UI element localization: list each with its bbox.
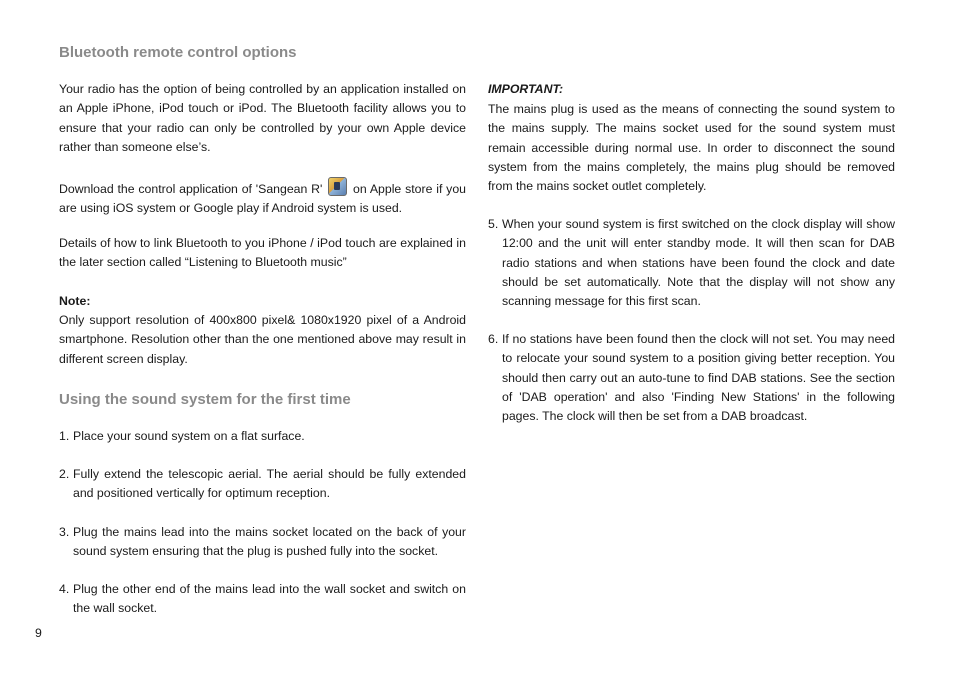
list-item-step-5 <box>488 215 895 311</box>
step-number: 6. <box>488 332 499 346</box>
sangean-app-icon <box>328 177 347 196</box>
page-number: 9 <box>35 626 42 640</box>
list-item-step-4 <box>59 580 466 619</box>
step-text: Fully extend the telescopic aerial. The aerial should be fully extended and positioned vertically for optimum reception. <box>73 467 466 501</box>
download-app-paragraph <box>59 177 466 219</box>
note-label: Note: <box>59 294 91 308</box>
list-item-step-1 <box>59 427 466 446</box>
first-time-heading: Using the sound system for the first time <box>59 391 351 408</box>
list-item-step-6 <box>488 330 895 426</box>
step-text: When your sound system is first switched on the clock display will show 12:00 and the unit will enter standby mode. It will then scan for DAB radio stations and when stations have been found the clock and date should be set automatically. Note that the display will not show any scanning message for this first scan. <box>502 217 895 309</box>
step-text: Place your sound system on a flat surface. <box>73 429 305 443</box>
download-app-text-before: Download the control application of 'Sangean R' <box>59 182 323 196</box>
step-number: 2. <box>59 467 70 481</box>
bluetooth-heading: Bluetooth remote control options <box>59 44 297 61</box>
download-app-text-after: on Apple store if you are using iOS system or Google play if Android system is used. <box>59 182 466 216</box>
important-text: The mains plug is used as the means of connecting the sound system to the mains supply. The mains socket used for the sound system must remain accessible during normal use. In order to disconnect the sound system from the mains completely, the mains plug should be removed from the mains socket outlet completely. <box>488 102 895 194</box>
list-item-step-2 <box>59 465 466 504</box>
step-number: 5. <box>488 217 499 231</box>
step-text: Plug the other end of the mains lead into the wall socket and switch on the wall socket. <box>73 582 466 616</box>
step-number: 4. <box>59 582 70 596</box>
bluetooth-intro-paragraph: Your radio has the option of being controlled by an application installed on an Apple iPhone, iPod touch or iPod. The Bluetooth facility allows you to ensure that your radio can only be controlled by your own Apple device rather than someone else’s. <box>59 82 466 154</box>
step-number: 1. <box>59 429 70 443</box>
bluetooth-link-paragraph: Details of how to link Bluetooth to you iPhone / iPod touch are explained in the later section called “Listening to Bluetooth music” <box>59 236 466 270</box>
note-text: Only support resolution of 400x800 pixel& 1080x1920 pixel of a Android smartphone. Resolution other than the one mentioned above may result in different screen display. <box>59 313 466 366</box>
important-label: IMPORTANT: <box>488 82 564 96</box>
step-text: Plug the mains lead into the mains socket located on the back of your sound system ensuring that the plug is pushed fully into the socket. <box>73 525 466 559</box>
list-item-step-3 <box>59 523 466 562</box>
step-number: 3. <box>59 525 70 539</box>
step-text: If no stations have been found then the clock will not set. You may need to relocate your sound system to a position giving better reception. You should then carry out an auto-tune to find DAB stations. See the section of 'DAB operation' and also 'Finding New Stations' in the following pages. The clock will then be set from a DAB broadcast. <box>502 332 895 424</box>
